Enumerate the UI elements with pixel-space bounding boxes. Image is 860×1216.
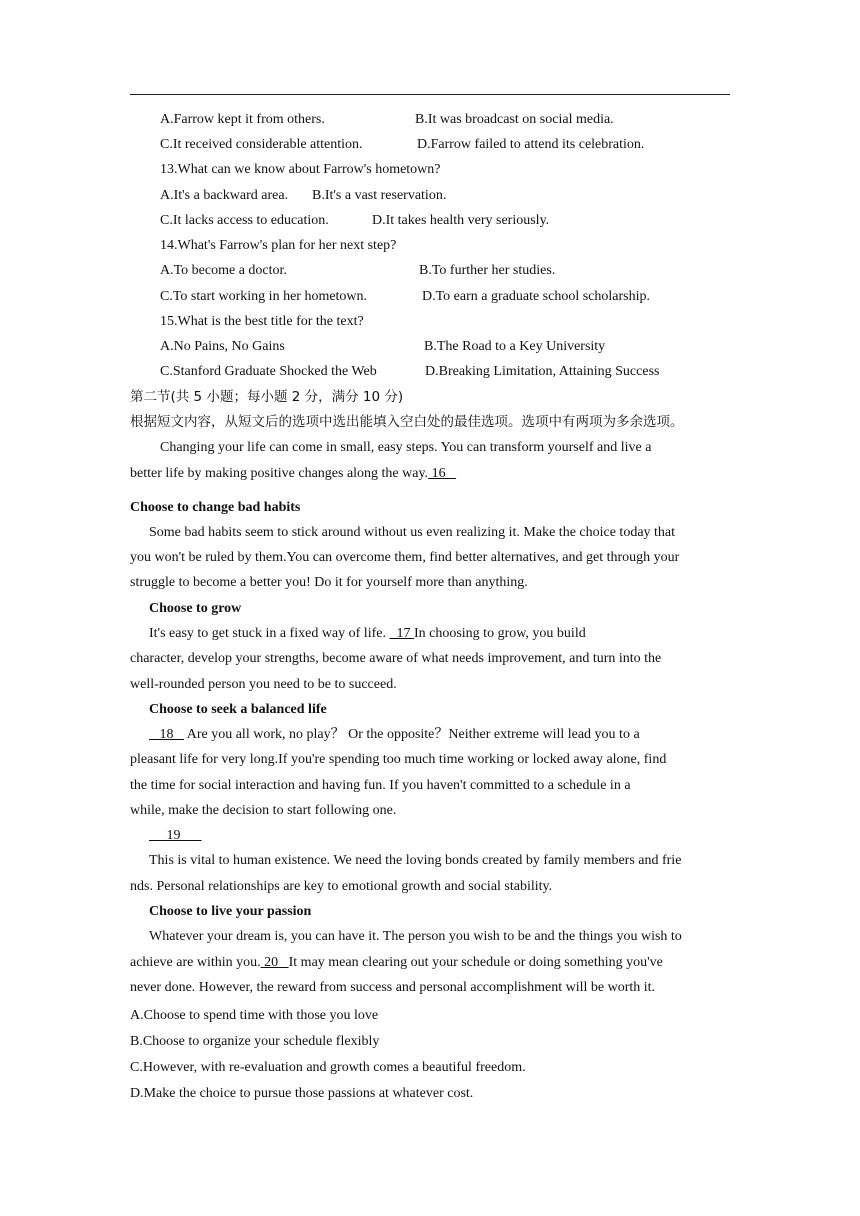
q13-option-c: C.It lacks access to education. — [160, 213, 329, 228]
balanced-line-4: while, make the decision to start following one. — [130, 803, 397, 818]
q14-option-a: A.To become a doctor. — [160, 263, 287, 278]
q13-stem: 13.What can we know about Farrow's hometown? — [160, 162, 441, 177]
q13-option-d: D.It takes health very seriously. — [372, 213, 550, 228]
grow-text-b: In choosing to grow, you build — [413, 626, 586, 641]
grow-text-a: It's easy to get stuck in a fixed way of life. — [149, 626, 390, 641]
blank-18: 18 — [149, 727, 184, 742]
balanced-line-3: the time for social interaction and having fun. If you haven't committed to a schedule in a — [130, 778, 631, 793]
section-heading: 第二节(共 5 小题；每小题 2 分，满分 10 分) — [130, 389, 404, 405]
vital-line-2: nds. Personal relationships are key to emotional growth and social stability. — [130, 879, 553, 894]
intro-text: better life by making positive changes along the way. — [130, 466, 429, 481]
intro-line-2 — [130, 465, 456, 483]
passion-line-1: Whatever your dream is, you can have it. The person you wish to be and the things you wish to — [149, 929, 682, 944]
option-d: D.Make the choice to pursue those passions at whatever cost. — [130, 1086, 474, 1101]
blank-17: 17 — [389, 626, 414, 641]
q12-option-a: A.Farrow kept it from others. — [160, 112, 325, 127]
blank-19: 19 — [149, 828, 202, 843]
grow-line-3: well-rounded person you need to be to succeed. — [130, 677, 397, 692]
q15-option-c: C.Stanford Graduate Shocked the Web — [160, 364, 377, 379]
grow-line-2: character, develop your strengths, become aware of what needs improvement, and turn into the — [130, 651, 662, 666]
q14-option-d: D.To earn a graduate school scholarship. — [422, 289, 650, 304]
habits-line-2: you won't be ruled by them.You can overcome them, find better alternatives, and get through your — [130, 550, 680, 565]
q14-stem: 14.What's Farrow's plan for her next step? — [160, 238, 397, 253]
q12-option-b: B.It was broadcast on social media. — [415, 112, 614, 127]
heading-habits: Choose to change bad habits — [130, 500, 301, 515]
q15-option-b: B.The Road to a Key University — [424, 339, 606, 354]
q13-option-b: B.It's a vast reservation. — [312, 188, 447, 203]
vital-line-1: This is vital to human existence. We need the loving bonds created by family members and frie — [149, 853, 682, 868]
balanced-line-2: pleasant life for very long.If you're spending too much time working or locked away alone, find — [130, 752, 667, 767]
q12-option-c: C.It received considerable attention. — [160, 137, 363, 152]
header-rule — [130, 94, 730, 95]
balanced-text-a: Are you all work, no play？ Or the opposite？Neither extreme will lead you to a — [184, 727, 640, 742]
q15-stem: 15.What is the best title for the text? — [160, 314, 364, 329]
option-a: A.Choose to spend time with those you love — [130, 1008, 379, 1023]
option-c: C.However, with re-evaluation and growth comes a beautiful freedom. — [130, 1060, 526, 1075]
blank-19-line — [149, 827, 202, 845]
passion-text-a: achieve are within you. — [130, 955, 261, 970]
habits-line-1: Some bad habits seem to stick around without us even realizing it. Make the choice today that — [149, 525, 676, 540]
option-b: B.Choose to organize your schedule flexibly — [130, 1034, 380, 1049]
blank-16: 16 — [428, 466, 457, 481]
passion-line-2 — [130, 954, 663, 972]
q15-option-d: D.Breaking Limitation, Attaining Success — [425, 364, 660, 379]
q15-option-a: A.No Pains, No Gains — [160, 339, 285, 354]
blank-20: 20 — [260, 955, 289, 970]
q13-option-a: A.It's a backward area. — [160, 188, 289, 203]
passion-line-3: never done. However, the reward from success and personal accomplishment will be worth it. — [130, 980, 656, 995]
grow-line-1 — [149, 625, 586, 643]
heading-grow: Choose to grow — [149, 601, 242, 616]
q14-option-c: C.To start working in her hometown. — [160, 289, 368, 304]
q12-option-d: D.Farrow failed to attend its celebration. — [417, 137, 645, 152]
heading-balanced: Choose to seek a balanced life — [149, 702, 327, 717]
heading-passion: Choose to live your passion — [149, 904, 312, 919]
habits-line-3: struggle to become a better you! Do it for yourself more than anything. — [130, 575, 528, 590]
intro-line-1: Changing your life can come in small, easy steps. You can transform yourself and live a — [160, 440, 652, 455]
section-instruction: 根据短文内容，从短文后的选项中选出能填入空白处的最佳选项。选项中有两项为多余选项。 — [130, 414, 684, 430]
balanced-line-1 — [149, 726, 640, 744]
passion-text-b: It may mean clearing out your schedule or doing something you've — [288, 955, 663, 970]
q14-option-b: B.To further her studies. — [419, 263, 556, 278]
